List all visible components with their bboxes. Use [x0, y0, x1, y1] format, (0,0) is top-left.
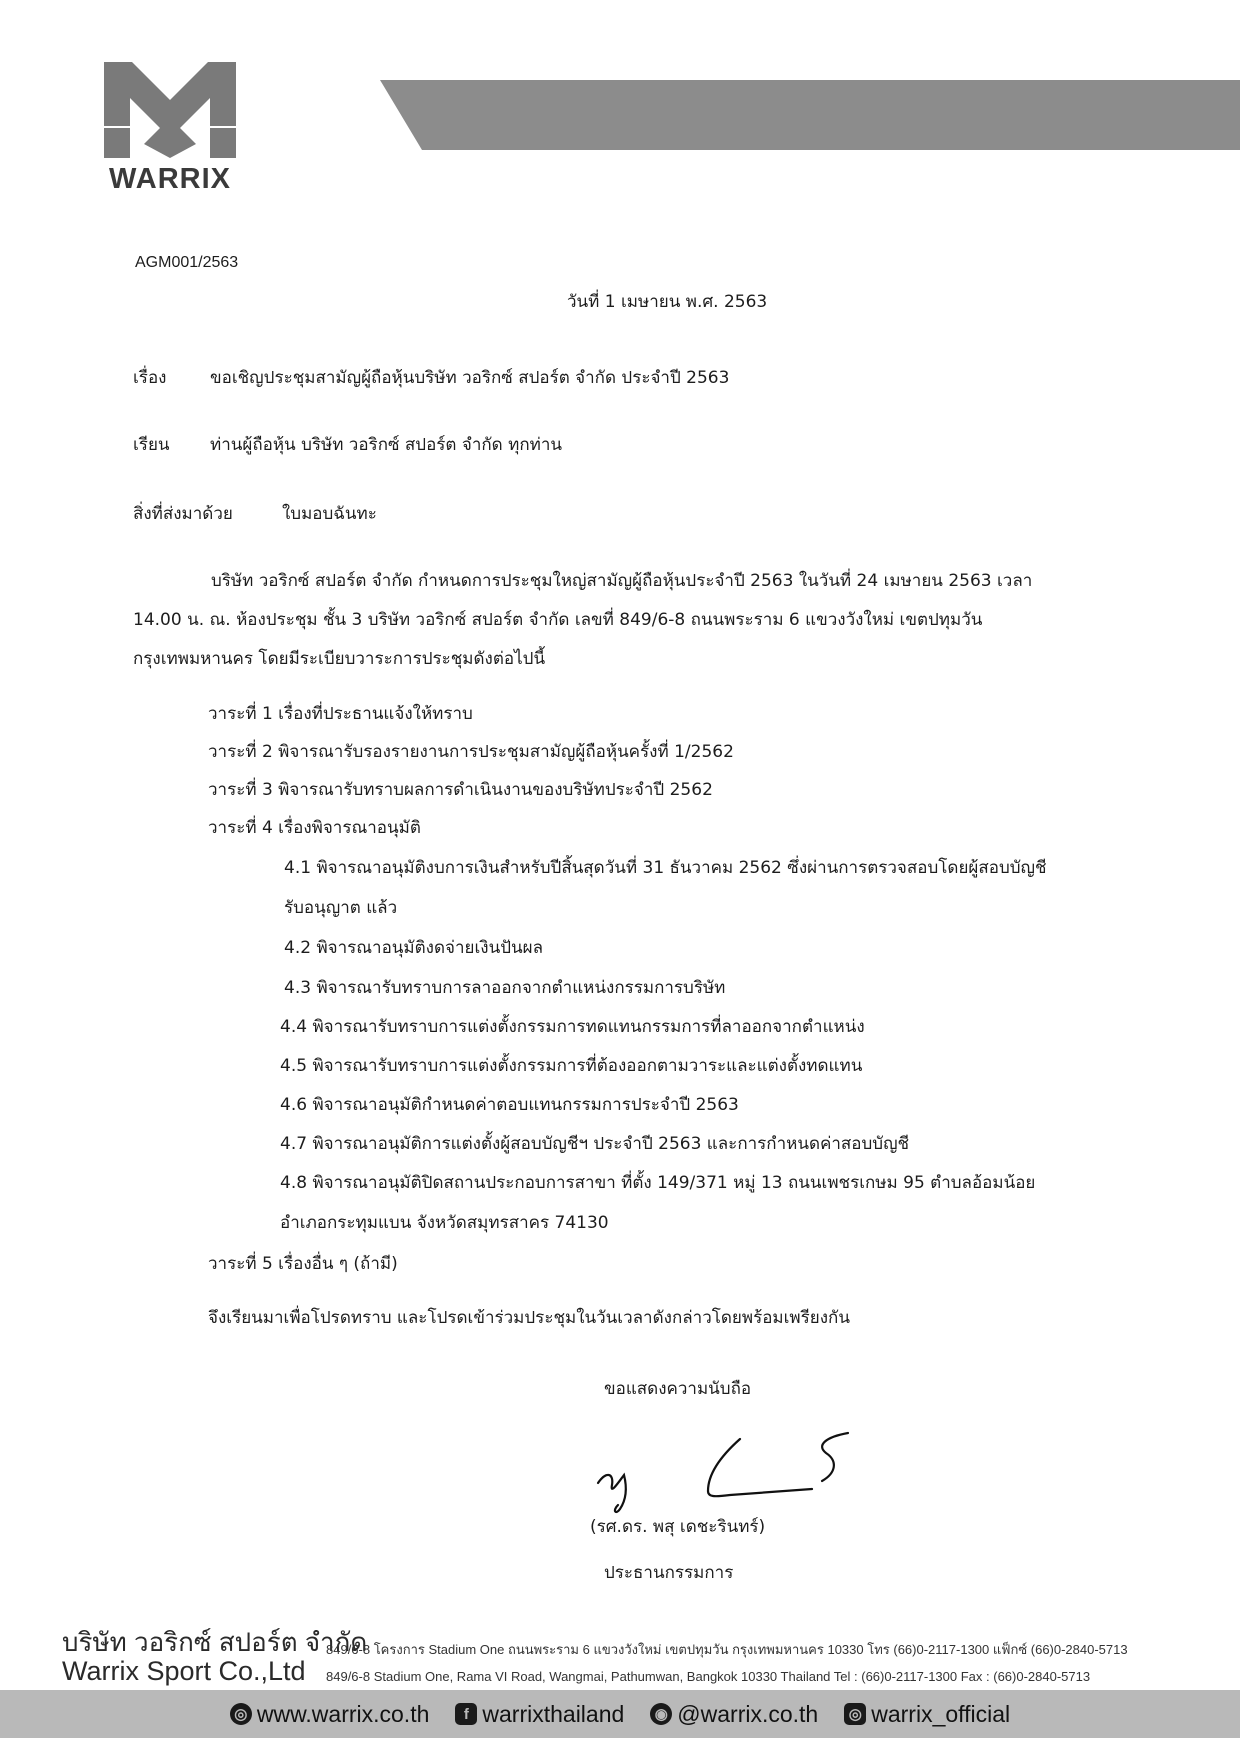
line-link[interactable]: [650, 1701, 818, 1728]
agenda-item-2: วาระที่ 2 พิจารณารับรองรายงานการประชุมสามัญผู้ถือหุ้นครั้งที่ 1/2562: [208, 742, 734, 762]
recipient-text: ท่านผู้ถือหุ้น บริษัท วอริกซ์ สปอร์ต จำกัด ทุกท่าน: [210, 435, 562, 455]
warrix-x-logo-icon: [70, 62, 270, 192]
footer-address-en: 849/6-8 Stadium One, Rama VI Road, Wangmai, Pathumwan, Bangkok 10330 Thailand Tel : (66)0-2117-1300 Fax : (66)0-2840-5713: [326, 1669, 1091, 1684]
company-logo: [70, 62, 270, 192]
agenda-sub-item-4-5: 4.5 พิจารณารับทราบการแต่งตั้งกรรมการที่ต้องออกตามวาระและแต่งตั้งทดแทน: [280, 1056, 863, 1076]
facebook-text: warrixthailand: [482, 1700, 625, 1727]
facebook-link[interactable]: [455, 1701, 624, 1728]
signature-image: [590, 1425, 890, 1525]
agenda-sub-item-4-2: 4.2 พิจารณาอนุมัติงดจ่ายเงินปันผล: [284, 938, 544, 958]
enclosure-text: ใบมอบฉันทะ: [282, 504, 377, 524]
instagram-link[interactable]: [844, 1701, 1010, 1728]
document-reference: AGM001/2563: [135, 254, 239, 271]
agenda-sub-item-4-1-cont: รับอนุญาต แล้ว: [284, 898, 398, 918]
agenda-item-1: วาระที่ 1 เรื่องที่ประธานแจ้งให้ทราบ: [208, 704, 473, 724]
website-link[interactable]: [230, 1701, 430, 1728]
agenda-sub-item-4-8: 4.8 พิจารณาอนุมัติปิดสถานประกอบการสาขา ที่ตั้ง 149/371 หมู่ 13 ถนนเพชรเกษม 95 ตำบลอ้อมน้อย: [280, 1173, 1036, 1193]
paragraph-line: กรุงเทพมหานคร โดยมีระเบียบวาระการประชุมดังต่อไปนี้: [133, 649, 546, 669]
enclosure-label: สิ่งที่ส่งมาด้วย: [133, 504, 233, 524]
instagram-text: warrix_official: [871, 1700, 1011, 1727]
footer-address: [326, 1636, 1128, 1690]
signer-position: ประธานกรรมการ: [604, 1563, 734, 1583]
website-text: www.warrix.co.th: [256, 1700, 430, 1727]
agenda-sub-item-4-1: 4.1 พิจารณาอนุมัติงบการเงินสำหรับปีสิ้นสุดวันที่ 31 ธันวาคม 2562 ซึ่งผ่านการตรวจสอบโดยผู้สอบบัญชี: [284, 858, 1047, 878]
paragraph-line: บริษัท วอริกซ์ สปอร์ต จำกัด กำหนดการประชุมใหญ่สามัญผู้ถือหุ้นประจำปี 2563 ในวันที่ 24 เมษายน 2563 เวลา: [211, 571, 1033, 591]
footer-company: [62, 1628, 367, 1686]
recipient-label: เรียน: [133, 435, 170, 455]
facebook-icon: f: [455, 1703, 477, 1725]
subject-text: ขอเชิญประชุมสามัญผู้ถือหุ้นบริษัท วอริกซ์ สปอร์ต จำกัด ประจำปี 2563: [210, 368, 730, 388]
footer-social-bar: [0, 1690, 1240, 1738]
web-icon: ◎: [230, 1703, 252, 1725]
agenda-sub-item-4-3: 4.3 พิจารณารับทราบการลาออกจากตำแหน่งกรรมการบริษัท: [284, 978, 726, 998]
instagram-icon: ◎: [844, 1703, 866, 1725]
document-date: วันที่ 1 เมษายน พ.ศ. 2563: [567, 292, 768, 312]
agenda-item-3: วาระที่ 3 พิจารณารับทราบผลการดำเนินงานของบริษัทประจำปี 2562: [208, 780, 713, 800]
agenda-item-4: วาระที่ 4 เรื่องพิจารณาอนุมัติ: [208, 818, 421, 838]
footer-address-th: 849/6-8 โครงการ Stadium One ถนนพระราม 6 แขวงวังใหม่ เขตปทุมวัน กรุงเทพมหานคร 10330 โทร (66)0-2117-1300 แฟ็กซ์ (66)0-2840-5713: [326, 1642, 1128, 1657]
agenda-sub-item-4-6: 4.6 พิจารณาอนุมัติกำหนดค่าตอบแทนกรรมการประจำปี 2563: [280, 1095, 739, 1115]
line-text: @warrix.co.th: [677, 1700, 819, 1727]
footer-company-en: Warrix Sport Co.,Ltd: [62, 1656, 306, 1686]
body-paragraph: [133, 562, 1093, 679]
agenda-sub-item-4-8-cont: อำเภอกระทุมแบน จังหวัดสมุทรสาคร 74130: [280, 1213, 609, 1233]
agenda-item-5: วาระที่ 5 เรื่องอื่น ๆ (ถ้ามี): [208, 1254, 398, 1274]
agenda-sub-item-4-4: 4.4 พิจารณารับทราบการแต่งตั้งกรรมการทดแทนกรรมการที่ลาออกจากตำแหน่ง: [280, 1017, 865, 1037]
regards-text: ขอแสดงความนับถือ: [604, 1379, 752, 1399]
agenda-sub-item-4-7: 4.7 พิจารณาอนุมัติการแต่งตั้งผู้สอบบัญชีฯ ประจำปี 2563 และการกำหนดค่าสอบบัญชี: [280, 1134, 910, 1154]
closing-text: จึงเรียนมาเพื่อโปรดทราบ และโปรดเข้าร่วมประชุมในวันเวลาดังกล่าวโดยพร้อมเพรียงกัน: [208, 1308, 850, 1328]
line-icon: ◉: [650, 1703, 672, 1725]
subject-label: เรื่อง: [133, 368, 167, 388]
footer-company-th: บริษัท วอริกซ์ สปอร์ต จำกัด: [62, 1627, 368, 1657]
signer-name: (รศ.ดร. พสุ เดชะรินทร์): [590, 1517, 766, 1537]
paragraph-line: 14.00 น. ณ. ห้องประชุม ชั้น 3 บริษัท วอริกซ์ สปอร์ต จำกัด เลขที่ 849/6-8 ถนนพระราม 6 แขวงวังใหม่ เขตปทุมวัน: [133, 610, 983, 630]
header-band: [380, 80, 1240, 150]
brand-wordmark: WARRIX: [109, 163, 231, 192]
